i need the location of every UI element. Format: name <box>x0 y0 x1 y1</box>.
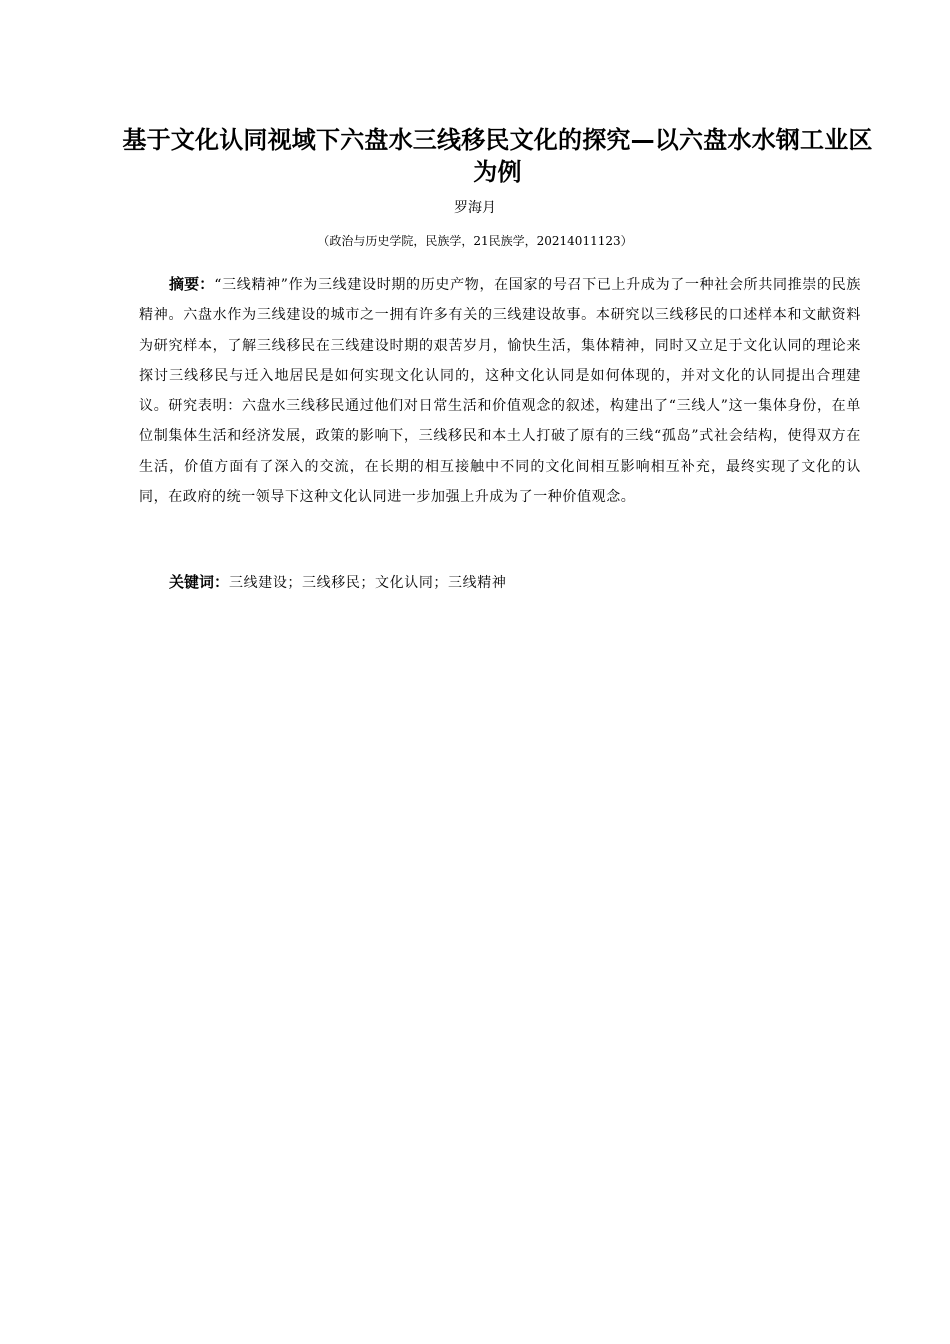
abstract-label: 摘要： <box>169 275 215 293</box>
paper-title: 基于文化认同视域下六盘水三线移民文化的探究—以六盘水水钢工业区为例 <box>122 126 873 186</box>
keywords-label: 关键词： <box>169 573 230 591</box>
abstract-paragraph <box>139 269 861 512</box>
author-name: 罗海月 <box>454 200 496 216</box>
abstract-text: “三线精神”作为三线建设时期的历史产物，在国家的号召下已上升成为了一种社会所共同推崇的民族精神。六盘水作为三线建设的城市之一拥有许多有关的三线建设故事。本研究以三线移民的口述样本和文献资料为研究样本，了解三线移民在三线建设时期的艰苦岁月，愉快生活，集体精神，同时又立足于文化认同的理论来探讨三线移民与迁入地居民是如何实现文化认同的，这种文化认同是如何体现的，并对文化的认同提出合理建议。研究表明：六盘水三线移民通过他们对日常生活和价值观念的叙述，构建出了“三线人”这一集体身份，在单位制集体生活和经济发展，政策的影响下，三线移民和本土人打破了原有的三线“孤岛”式社会结构，使得双方在生活，价值方面有了深入的交流，在长期的相互接触中不同的文化间相互影响相互补充，最终实现了文化的认同，在政府的统一领导下这种文化认同进一步加强上升成为了一种价值观念。 <box>139 277 861 506</box>
keywords-text: 三线建设；三线移民；文化认同；三线精神 <box>229 575 507 591</box>
keywords-line <box>169 568 861 597</box>
author-affiliation: （政治与历史学院，民族学，21民族学，20214011123） <box>317 234 633 248</box>
